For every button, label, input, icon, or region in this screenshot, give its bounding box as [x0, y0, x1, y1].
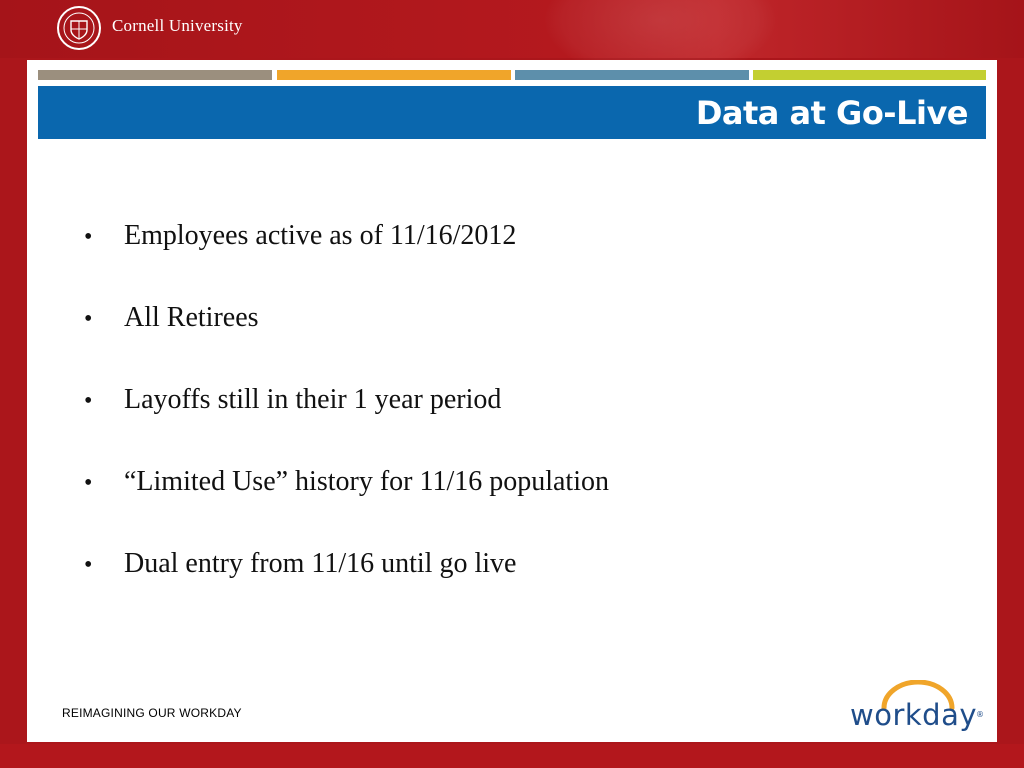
bullet-item — [84, 302, 609, 384]
bullet-item — [84, 384, 609, 466]
bullet-list — [84, 220, 609, 630]
footer-text: REIMAGINING OUR WORKDAY — [62, 706, 242, 720]
header-band — [0, 0, 1024, 58]
bullet-text: All Retirees — [124, 302, 259, 333]
bullet-text: Dual entry from 11/16 until go live — [124, 548, 517, 579]
bullet-icon: • — [84, 388, 93, 414]
bullet-text: “Limited Use” history for 11/16 population — [124, 466, 609, 497]
registered-mark: ® — [976, 710, 984, 719]
bottom-band — [0, 744, 1024, 768]
bullet-icon: • — [84, 306, 93, 332]
bullet-icon: • — [84, 224, 93, 250]
bullet-icon: • — [84, 470, 93, 496]
workday-logo — [850, 680, 986, 738]
bullet-icon: • — [84, 552, 93, 578]
bullet-item — [84, 466, 609, 548]
accent-stripe-1 — [38, 70, 272, 80]
accent-stripe-3 — [515, 70, 749, 80]
accent-stripe-2 — [277, 70, 511, 80]
workday-wordmark: workday — [850, 698, 978, 732]
cornell-seal-icon — [56, 5, 102, 51]
title-bar — [38, 86, 986, 139]
bullet-text: Employees active as of 11/16/2012 — [124, 220, 517, 251]
bullet-text: Layoffs still in their 1 year period — [124, 384, 502, 415]
bullet-item — [84, 220, 609, 302]
slide-title: Data at Go-Live — [695, 94, 968, 132]
bullet-item — [84, 548, 609, 630]
accent-stripe-4 — [753, 70, 986, 80]
university-name: Cornell University — [112, 16, 243, 35]
